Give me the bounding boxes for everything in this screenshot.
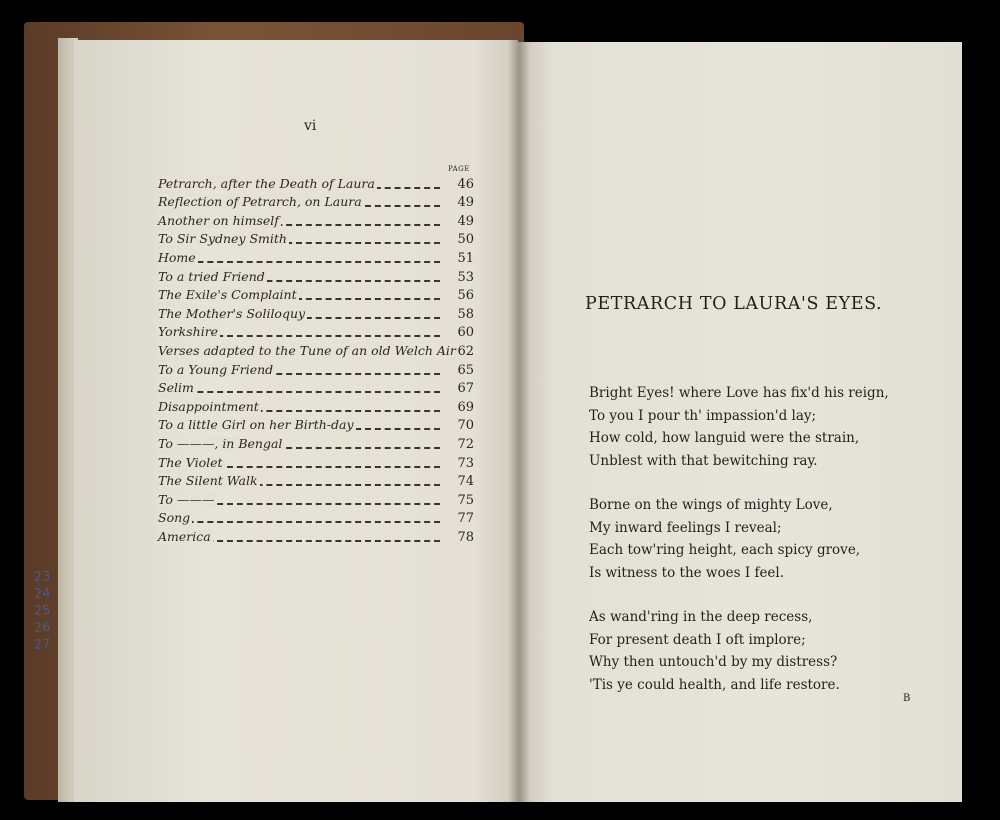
toc-entry [158, 174, 474, 193]
toc-entry [158, 490, 474, 509]
poem-line: Borne on the wings of mighty Love, [589, 497, 833, 513]
margin-note: 23 [33, 568, 52, 586]
toc-entry-page: 62 [457, 343, 474, 359]
toc-entry-title: Petrarch, after the Death of Laura [158, 175, 375, 191]
toc-entry-title: To ———, in Bengal [158, 435, 283, 451]
toc-entry [158, 341, 474, 360]
toc-entry [158, 360, 474, 379]
toc-entry-page: 49 [457, 213, 474, 229]
toc-entry-title: Yorkshire [158, 324, 219, 340]
poem-line: As wand'ring in the deep recess, [589, 609, 813, 625]
toc-entry [158, 472, 474, 491]
poem-line: Is witness to the woes I feel. [589, 564, 785, 581]
margin-note: 24 [33, 585, 52, 603]
toc-entry-title: The Mother's Soliloquy [158, 305, 306, 321]
toc-entry [158, 453, 474, 472]
table-of-contents [158, 174, 474, 546]
poem-line: Why then untouch'd by my distress? [589, 654, 838, 670]
toc-entry [158, 193, 474, 212]
toc-entry-page: 67 [457, 381, 474, 397]
poem-line: My inward feelings I reveal; [589, 519, 782, 536]
toc-leader-dots [158, 521, 440, 523]
toc-entry-title: To Sir Sydney Smith [158, 231, 287, 247]
toc-entry-title: Verses adapted to the Tune of an old Welch Air [158, 342, 456, 358]
poem-line: How cold, how languid were the strain, [589, 430, 860, 446]
toc-entry [158, 211, 474, 230]
toc-entry [158, 267, 474, 286]
toc-entry-title: Another on himself [158, 212, 279, 228]
toc-entry [158, 397, 474, 416]
book-gutter [508, 40, 530, 802]
margin-note: 25 [33, 602, 52, 620]
toc-leader-dots [158, 391, 440, 393]
toc-page-column-header: PAGE [448, 165, 470, 173]
toc-entry-title: To ——— [158, 491, 215, 507]
toc-entry-page: 70 [457, 418, 474, 434]
toc-entry-page: 77 [457, 511, 474, 527]
toc-entry-title: America [158, 528, 211, 544]
toc-entry-page: 65 [457, 362, 474, 378]
toc-entry-page: 50 [457, 232, 474, 248]
toc-entry-page: 73 [457, 455, 474, 471]
signature-mark: B [903, 693, 911, 704]
toc-entry-page: 60 [457, 325, 474, 341]
poem-line: To you I pour th' impassion'd lay; [589, 407, 817, 424]
toc-entry [158, 248, 474, 267]
toc-entry [158, 434, 474, 453]
toc-entry-title: Reflection of Petrarch, on Laura [158, 194, 362, 210]
margin-note: 26 [33, 619, 52, 637]
toc-entry [158, 230, 474, 249]
toc-entry [158, 304, 474, 323]
toc-entry-page: 46 [457, 176, 474, 192]
poem-title: PETRARCH TO LAURA'S EYES. [585, 294, 883, 314]
toc-entry-title: Song [158, 510, 191, 526]
stanza-3 [589, 606, 919, 696]
toc-entry-page: 49 [457, 195, 474, 211]
poem-line: 'Tis ye could health, and life restore. [589, 676, 840, 693]
poem-line: Bright Eyes! where Love has fix'd his reign, [589, 385, 889, 401]
toc-entry-page: 53 [457, 269, 474, 285]
toc-entry-title: Home [158, 249, 196, 265]
toc-entry-page: 74 [457, 474, 474, 490]
stanza-1 [589, 382, 919, 472]
toc-entry-title: The Exile's Complaint [158, 287, 297, 303]
toc-entry [158, 323, 474, 342]
toc-entry-page: 75 [457, 492, 474, 508]
margin-note: 27 [33, 636, 52, 654]
toc-entry-title: The Silent Walk [158, 473, 258, 489]
poem-line: For present death I oft implore; [589, 631, 806, 648]
toc-entry-page: 72 [457, 436, 474, 452]
poem-line: Unblest with that bewitching ray. [589, 452, 818, 469]
toc-entry [158, 509, 474, 528]
toc-entry-page: 69 [457, 399, 474, 415]
toc-entry [158, 286, 474, 305]
toc-entry-page: 56 [457, 288, 474, 304]
page-number-folio: vi [304, 118, 317, 134]
toc-entry-page: 58 [457, 306, 474, 322]
toc-entry [158, 416, 474, 435]
toc-entry-title: To a Young Friend [158, 361, 274, 377]
toc-entry-title: Disappointment [158, 398, 259, 414]
poem-line: Each tow'ring height, each spicy grove, [589, 542, 861, 558]
toc-entry-title: To a tried Friend [158, 268, 265, 284]
toc-entry-page: 51 [457, 250, 474, 266]
stanza-2 [589, 494, 919, 584]
toc-entry-page: 78 [457, 529, 474, 545]
toc-entry [158, 379, 474, 398]
margin-notes [34, 568, 64, 653]
toc-entry-title: Selim [158, 380, 194, 396]
toc-entry [158, 527, 474, 546]
toc-entry-title: The Violet [158, 454, 223, 470]
toc-entry-title: To a little Girl on her Birth-day [158, 417, 354, 433]
toc-leader-dots [158, 261, 440, 263]
